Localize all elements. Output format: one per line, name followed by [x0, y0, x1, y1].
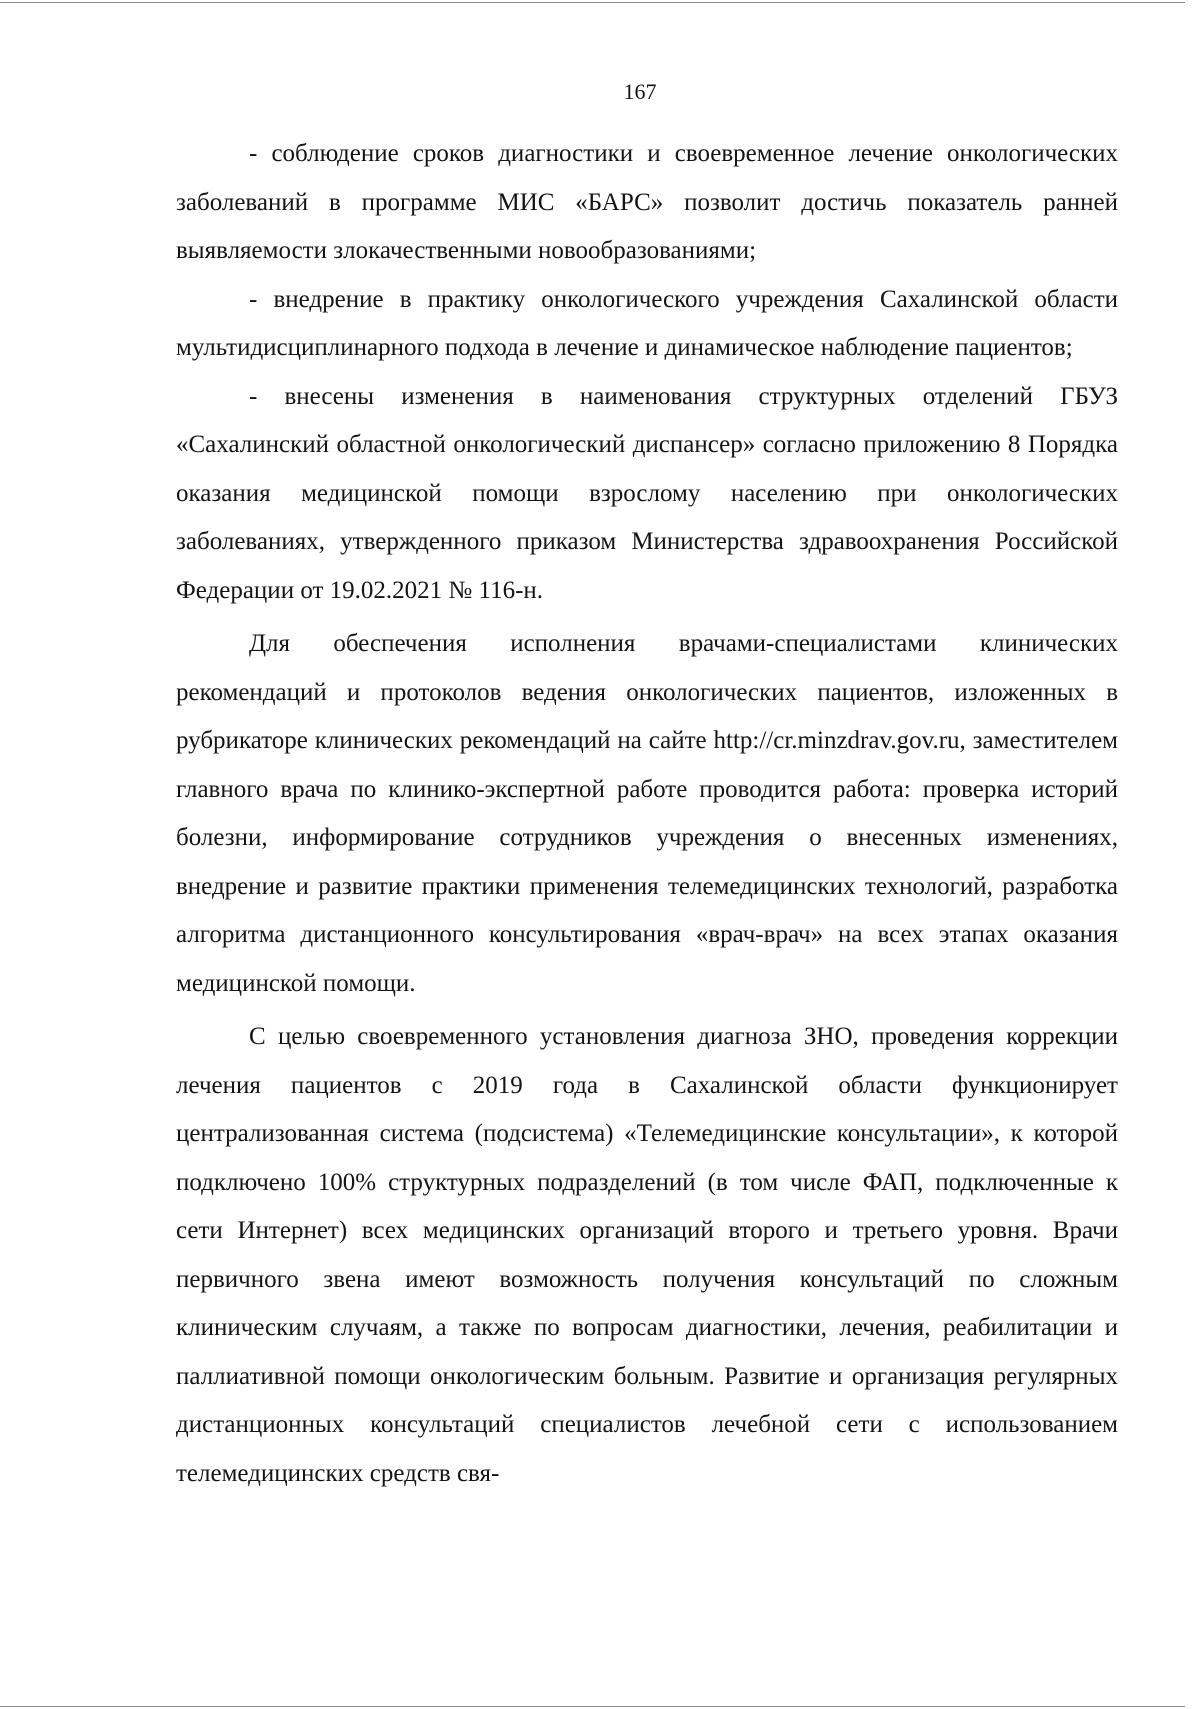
bottom-scan-border — [0, 1706, 1185, 1707]
paragraph-telemedicine: С целью своевременного установления диагноза ЗНО, проведения коррекции лечения пациентов с 2019 года в Сахалинской области функционирует централизованная система (подсистема) «Телемедицинские консультации», к которой подключено 100% структурных подразделений (в том числе ФАП, подключенные к сети Интернет) всех медицинских организаций второго и третьего уровня. Врачи первичного звена имеют возможность получения консультаций по сложным клиническим случаям, а также по вопросам диагностики, лечения, реабилитации и паллиативной помощи онкологическим больным. Развитие и организация регулярных дистанционных консультаций специалистов лечебной сети с использованием телемедицинских средств свя- — [176, 1023, 1118, 1487]
top-scan-border — [0, 2, 1185, 3]
paragraph-multidisciplinary: - внедрение в практику онкологического учреждения Сахалинской области мультидисциплинарного подхода в лечение и динамическое наблюдение пациентов; — [176, 285, 1118, 361]
paragraph-mis-bars: - соблюдение сроков диагностики и своевременное лечение онкологических заболеваний в программе МИС «БАРС» позволит достичь показатель ранней выявляемости злокачественными новообразованиями; — [176, 140, 1118, 264]
paragraph-clinical-recommendations: Для обеспечения исполнения врачами-специалистами клинических рекомендаций и протоколов ведения онкологических пациентов, изложенных в рубрикаторе клинических рекомендаций на сайте http://cr.minzdrav.gov.ru, заместителем главного врача по клинико-экспертной работе проводится работа: проверка историй болезни, информирование сотрудников учреждения о внесенных изменениях, внедрение и развитие практики применения телемедицинских технологий, разработка алгоритма дистанционного консультирования «врач-врач» на всех этапах оказания медицинской помощи. — [176, 630, 1118, 997]
page-number: 167 — [623, 79, 657, 104]
document-body — [176, 130, 1118, 1498]
paragraph-structural-changes: - внесены изменения в наименования структурных отделений ГБУЗ «Сахалинский областной онкологический диспансер» согласно приложению 8 Порядка оказания медицинской помощи взрослому населению при онкологических заболеваниях, утвержденного приказом Министерства здравоохранения Российской Федерации от 19.02.2021 № 116-н. — [176, 382, 1118, 604]
